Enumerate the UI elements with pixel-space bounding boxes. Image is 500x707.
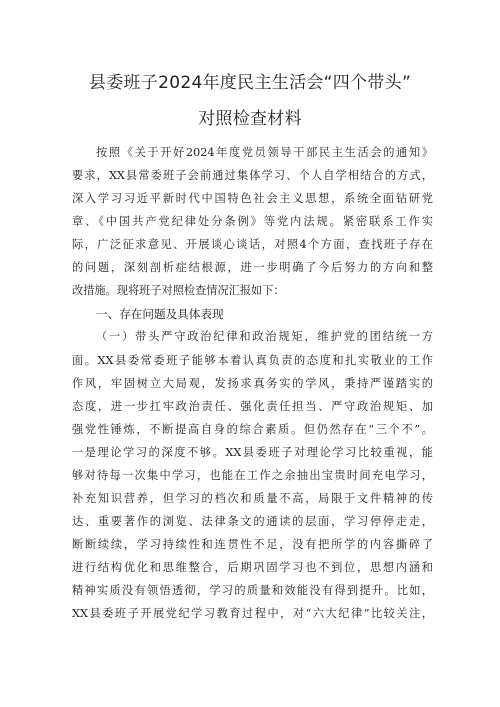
paragraph-line: 够对待每一次集中学习，也能在工作之余抽出宝贵时间充电学习， [72, 469, 433, 482]
paragraph-line: 强党性锤炼，不断提高自身的综合素质。但仍然存在“三个不”。 [72, 423, 433, 436]
paragraph-line: 精神实质没有领悟透彻，学习的质量和效能没有得到提升。比如， [72, 584, 433, 597]
paragraph-line: 作风，牢固树立大局观，发扬求真务实的学风，秉持严谨踏实的 [72, 377, 433, 390]
document-title-line-1: 县委班子2024年度民主生活会“四个带头” [88, 73, 412, 93]
paragraph-line: 一是理论学习的深度不够。XX县委班子对理论学习比较重视，能 [72, 446, 433, 459]
paragraph-line: 深入学习习近平新时代中国特色社会主义思想，系统全面钻研党 [72, 192, 433, 205]
paragraph-line: （一）带头严守政治纪律和政治规矩，维护党的团结统一方 [96, 330, 433, 343]
paragraph-line: 达、重要著作的浏览、法律条文的通读的层面，学习停停走走， [72, 515, 433, 528]
paragraph-line: 断断续续，学习持续性和连贯性不足，没有把所学的内容撕碎了 [72, 538, 433, 551]
paragraph-line: 的问题，深刻剖析症结根源，进一步明确了今后努力的方向和整 [72, 261, 433, 274]
paragraph-line: 按照《关于开好2024年度党员领导干部民主生活会的通知》 [96, 146, 433, 159]
paragraph-line: 进行结构优化和思维整合，后期巩固学习也不到位，思想内涵和 [72, 561, 433, 574]
paragraph-line: 际，广泛征求意见、开展谈心谈话，对照4个方面，查找班子存在 [72, 238, 433, 251]
document-body [72, 0, 433, 707]
paragraph-line: 面。XX县委常委班子能够本着认真负责的态度和扎实敬业的工作 [72, 354, 433, 367]
paragraph-line: 要求，XX县常委班子会前通过集体学习、个人自学相结合的方式， [72, 169, 433, 182]
paragraph-line: 改措施。现将班子对照检查情况汇报如下： [72, 284, 285, 297]
paragraph-line: 态度，进一步扛牢政治责任、强化责任担当、严守政治规矩、加 [72, 400, 433, 413]
paragraph-line: 章、《中国共产党纪律处分条例》等党内法规。紧密联系工作实 [72, 215, 433, 228]
paragraph-line: XX县委班子开展党纪学习教育过程中，对“六大纪律”比较关注， [72, 607, 433, 620]
section-heading: 一、存在问题及具体表现 [96, 307, 224, 321]
paragraph-line: 补充知识营养，但学习的档次和质量不高，局限于文件精神的传 [72, 492, 433, 505]
document-title-line-2: 对照检查材料 [198, 109, 302, 129]
